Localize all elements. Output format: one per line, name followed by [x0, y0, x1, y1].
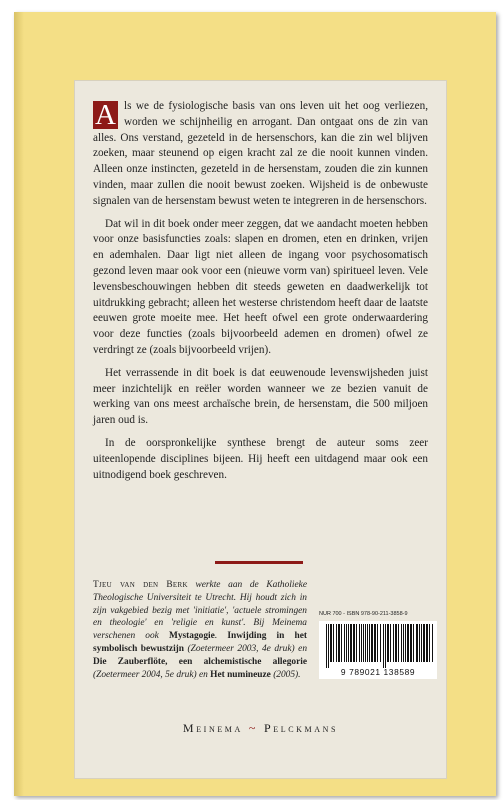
barcode-bar [353, 624, 355, 662]
barcode-bars [322, 624, 434, 668]
barcode-bar [387, 624, 389, 662]
publisher-right: Pelckmans [264, 721, 339, 735]
barcode-bar [377, 624, 378, 662]
barcode-bar [380, 624, 381, 662]
nur-isbn-line: NUR 700 - ISBN 978-90-211-3858-9 [319, 611, 408, 617]
blurb-paragraph-4: In de oorspronkelijke synthese brengt de auteur soms zeer uiteenlopende disciplines bijeen. Hij heeft een uitdagend maar ook een uitnodigend boek geschreven. [93, 436, 428, 481]
blurb-text [93, 99, 428, 490]
book-title: Die Zauberflöte, een alchemistische allegorie [93, 656, 307, 667]
barcode-bar [385, 624, 386, 668]
barcode-bar [346, 624, 347, 662]
barcode-bar [423, 624, 425, 662]
author-name: Tjeu van den Berk [93, 580, 188, 590]
barcode-bar [363, 624, 364, 662]
barcode-bar [393, 624, 394, 662]
barcode-bar [398, 624, 399, 662]
book-back-cover [14, 12, 496, 796]
book-title: Inwijding in het symbolisch bewustzijn [93, 631, 308, 654]
barcode-bar [336, 624, 337, 662]
book-title: Het numineuze [210, 669, 271, 680]
barcode-bar [348, 624, 349, 662]
barcode-digits: 9 789021 138589 [340, 667, 416, 677]
barcode-bar [407, 624, 409, 662]
barcode-bar [326, 624, 327, 668]
barcode-bar [361, 624, 362, 662]
barcode-bar [328, 624, 329, 668]
barcode-bar [350, 624, 352, 662]
barcode-bar [395, 624, 397, 662]
barcode-bar [341, 624, 342, 662]
author-bio: Tjeu van den Berk werkte aan de Katholieke Theologische Universiteit te Utrecht. Hij houdt zich in zijn vakgebied bezig met 'initiatie', 'actuele stromingen en theologie' en 'religie en kunst'. Bij Meinema verschenen ook Mystagogie. Inwijding in het symbolisch bewustzijn (Zoetermeer 2003, 4e druk) en Die Zauberflöte, een alchemistische allegorie (Zoetermeer 2004, 5e druk) en Het numineuze (2005). [93, 580, 308, 680]
barcode-bar [333, 624, 334, 662]
book-title: Mystagogie [169, 631, 215, 642]
text-panel [74, 80, 447, 779]
barcode-bar [371, 624, 373, 662]
barcode-bar [429, 624, 430, 662]
publisher-imprint [75, 721, 446, 736]
spine-shadow [14, 12, 24, 796]
barcode-bar [359, 624, 360, 662]
publisher-left: Meinema [182, 721, 243, 735]
barcode-bar [413, 624, 414, 662]
dropcap-letter: A [93, 101, 118, 129]
barcode-bar [374, 624, 376, 662]
barcode-bar [419, 624, 420, 662]
blurb-paragraph-3: Het verrassende in dit boek is dat eeuwenoude levenswijsheden juist meer inzichtelijk en reëler worden wanneer we ze bezien vanuit de werking van ons meest archaïsche brein, de hersenstam, die 500 miljoen jaren oud is. [93, 366, 428, 427]
publisher-separator: ~ [248, 721, 258, 735]
barcode-bar [390, 624, 391, 662]
barcode-bar [410, 624, 412, 662]
barcode-bar [405, 624, 406, 662]
barcode-bar [401, 624, 402, 662]
barcode-bar [369, 624, 370, 662]
blurb-paragraph-2: Dat wil in dit boek onder meer zeggen, dat we aandacht moeten hebben voor onze basisfuncties zoals: slapen en dromen, eten en drinken, vrijen en ademhalen. Daar ligt niet alleen de ingang voor psychosomatisch gezond leven maar ook voor een (nieuwe vorm van) spiritueel leven. Vele levensbeschouwingen hebben dit steeds geweten en daadwerkelijk tot uitdrukking gebracht; alleen het westerse christendom heeft daar de laatste eeuwen grote moeite mee. Het heeft ofwel een grote onderwaardering voor deze functies (zoals bijvoorbeeld ademen en dromen) ofwel ze verdringt ze (zoals bijvoorbeeld vrijen). [93, 217, 428, 356]
barcode-bar [416, 624, 418, 662]
barcode-bar [344, 624, 345, 662]
barcode-bar [403, 624, 404, 662]
isbn-barcode [319, 621, 437, 679]
barcode-bar [356, 624, 357, 662]
barcode-bar [421, 624, 422, 662]
barcode-bar [365, 624, 366, 662]
barcode-bar [338, 624, 340, 662]
barcode-bar [432, 624, 433, 662]
divider-rule [215, 561, 303, 564]
barcode-bar [367, 624, 368, 662]
barcode-bar [426, 624, 428, 662]
barcode-bar [330, 624, 332, 662]
barcode-bar [383, 624, 384, 668]
blurb-paragraph-1: A ls we de fysiologische basis van ons leven uit het oog verliezen, worden we schijnheilig en arrogant. Dan ontgaat ons de zin van alles. Ons verstand, gezeteld in de hersenschors, kan die zin wel blijven zoeken, maar steunend op eigen kracht zal ze die nooit kunnen vinden. Alleen onze instincten, gezeteld in de hersenstam, zouden die zin kunnen vinden, maar zullen die nooit bewust zoeken. Wijsheid is de onbewuste signalen van de hersenstam bewust weten te integreren in de hersenschors. [93, 99, 428, 207]
